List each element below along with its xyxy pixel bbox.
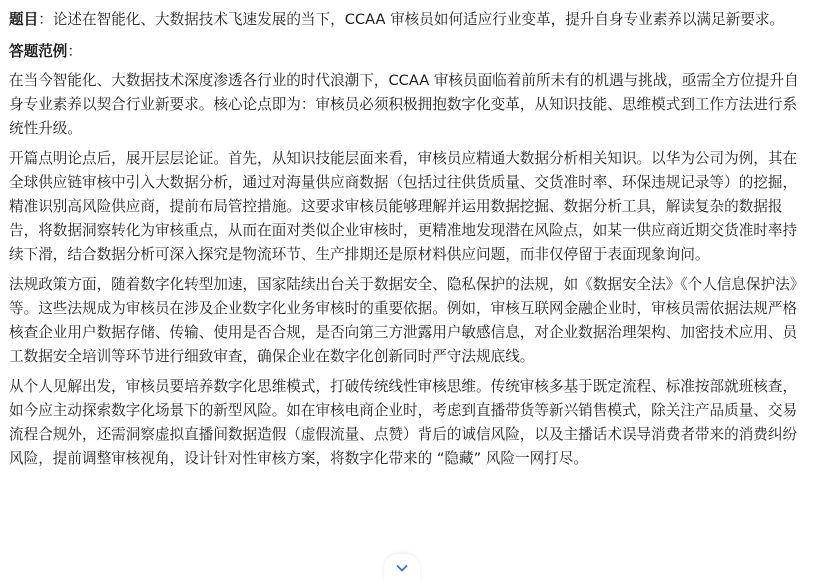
answer-heading (9, 40, 807, 64)
question-paragraph (9, 8, 807, 32)
answer-paragraph-intro: 在当今智能化、大数据技术深度渗透各行业的时代浪潮下，CCAA 审核员面临着前所未有的机遇与挑战，亟需全方位提升自身专业素养以契合行业新要求。核心论点即为：审核员必须积极拥抱数字化变革，从知识技能、思维模式到工作方法进行系统性升级。 (9, 72, 799, 137)
question-colon: ： (38, 11, 53, 28)
answer-document (9, 8, 807, 477)
answer-paragraph-regulation: 法规政策方面，随着数字化转型加速，国家陆续出台关于数据安全、隐私保护的法规，如《数据安全法》《个人信息保护法》等。这些法规成为审核员在涉及企业数字化业务审核时的重要依据。例如，审核互联网金融企业时，审核员需依据法规严格核查企业用户数据存储、传输、使用是否合规，是否向第三方泄露用户敏感信息，对企业数据治理架构、加密技术应用、员工数据安全培训等环节进行细致审查，确保企业在数字化创新同时严守法规底线。 (9, 276, 805, 365)
answer-label: 答题范例 (9, 43, 68, 60)
question-text: 论述在智能化、大数据技术飞速发展的当下，CCAA 审核员如何适应行业变革，提升自身专业素养以满足新要求。 (52, 11, 785, 28)
chevron-down-icon (394, 560, 410, 576)
answer-paragraph-knowledge: 开篇点明论点后，展开层层论证。首先，从知识技能层面来看，审核员应精通大数据分析相关知识。以华为公司为例，其在全球供应链审核中引入大数据分析，通过对海量供应商数据（包括过往供货质量、交货准时率、环保违规记录等）的挖掘，精准识别高风险供应商，提前布局管控措施。这要求审核员能够理解并运用数据挖掘、数据分析工具，解读复杂的数据报告，将数据洞察转化为审核重点，从而在面对类似企业审核时，更精准地发现潜在风险点，如某一供应商近期交货准时率持续下滑，结合数据分析可深入探究是物流环节、生产排期还是原材料供应问题，而非仅停留于表面现象询问。 (9, 150, 798, 263)
expand-button[interactable] (384, 554, 420, 582)
answer-colon: ： (67, 43, 82, 60)
answer-paragraph-mindset: 从个人见解出发，审核员要培养数字化思维模式，打破传统线性审核思维。传统审核多基于既定流程、标准按部就班核查，如今应主动探索数字化场景下的新型风险。如在审核电商企业时，考虑到直播带货等新兴销售模式，除关注产品质量、交易流程合规外，还需洞察虚拟直播间数据造假（虚假流量、点赞）背后的诚信风险，以及主播话术误导消费者带来的消费纠纷风险，提前调整审核视角，设计针对性审核方案，将数字化带来的 “隐藏” 风险一网打尽。 (9, 378, 798, 467)
question-label: 题目 (9, 11, 39, 28)
